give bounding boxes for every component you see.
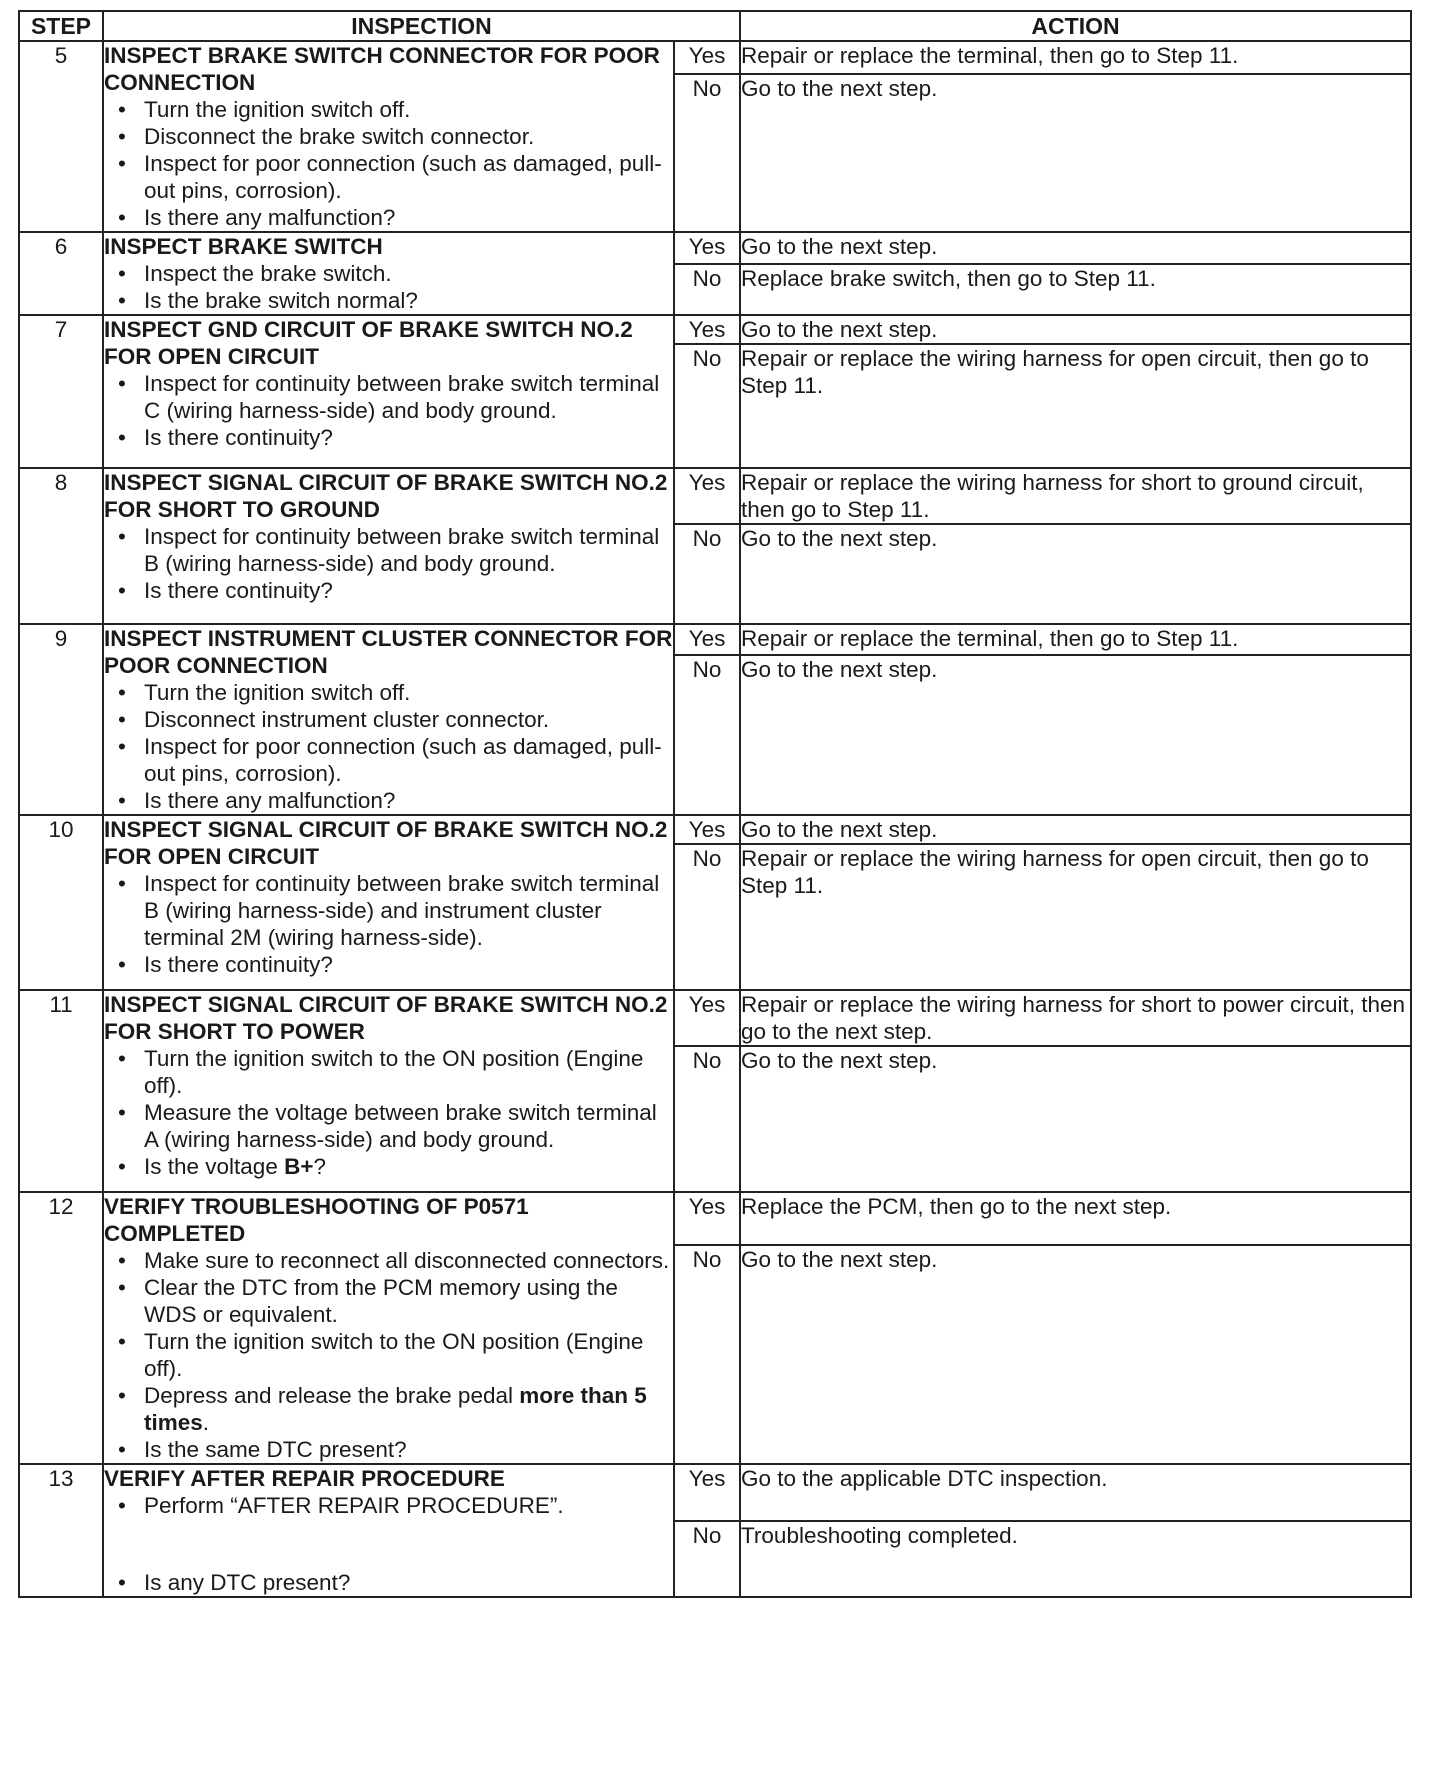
header-row <box>19 11 1411 41</box>
inspection-bullet: • Make sure to reconnect all disconnected connectors. <box>144 1247 673 1274</box>
inspection-bullet: • Turn the ignition switch to the ON position (Engine off). <box>144 1328 673 1382</box>
step-number: 9 <box>19 624 103 815</box>
step-number: 8 <box>19 468 103 624</box>
yes-label: Yes <box>674 315 740 344</box>
table-row <box>19 41 1411 74</box>
inspection-bullet: • Disconnect instrument cluster connector. <box>144 706 673 733</box>
no-action: Go to the next step. <box>740 74 1411 232</box>
inspection-bullets <box>104 523 673 604</box>
inspection-cell <box>103 624 674 815</box>
yes-label: Yes <box>674 41 740 74</box>
yes-label: Yes <box>674 468 740 524</box>
no-label: No <box>674 1521 740 1597</box>
inspection-title: INSPECT GND CIRCUIT OF BRAKE SWITCH NO.2 FOR OPEN CIRCUIT <box>104 317 633 369</box>
yes-action: Replace the PCM, then go to the next step. <box>740 1192 1411 1245</box>
inspection-bullets <box>104 1492 673 1596</box>
inspection-bullet: • Disconnect the brake switch connector. <box>144 123 673 150</box>
no-action: Replace brake switch, then go to Step 11. <box>740 264 1411 315</box>
inspection-bullet: • Is there any malfunction? <box>144 787 673 814</box>
yes-action: Repair or replace the terminal, then go to Step 11. <box>740 624 1411 655</box>
table-body <box>19 41 1411 1597</box>
yes-action: Repair or replace the wiring harness for short to ground circuit, then go to Step 11. <box>740 468 1411 524</box>
inspection-bullet: • Is the same DTC present? <box>144 1436 673 1463</box>
no-label: No <box>674 264 740 315</box>
inspection-cell <box>103 41 674 232</box>
table-row <box>19 990 1411 1046</box>
yes-action: Go to the next step. <box>740 315 1411 344</box>
yes-action: Repair or replace the terminal, then go to Step 11. <box>740 41 1411 74</box>
inspection-title: VERIFY AFTER REPAIR PROCEDURE <box>104 1466 505 1491</box>
no-action: Go to the next step. <box>740 655 1411 815</box>
step-number: 10 <box>19 815 103 990</box>
inspection-bullet: • Perform “AFTER REPAIR PROCEDURE”. <box>144 1492 673 1519</box>
table-row <box>19 624 1411 655</box>
yes-action: Go to the next step. <box>740 815 1411 844</box>
yes-label: Yes <box>674 815 740 844</box>
yes-action: Go to the applicable DTC inspection. <box>740 1464 1411 1521</box>
inspection-bullets <box>104 679 673 814</box>
inspection-bullet: • Turn the ignition switch to the ON position (Engine off). <box>144 1045 673 1099</box>
yes-action: Repair or replace the wiring harness for short to power circuit, then go to the next step. <box>740 990 1411 1046</box>
step-number: 13 <box>19 1464 103 1597</box>
troubleshooting-sheet <box>18 10 1410 1598</box>
no-action: Go to the next step. <box>740 1245 1411 1464</box>
inspection-bullet: • Inspect for continuity between brake switch terminal C (wiring harness-side) and body ground. <box>144 370 673 424</box>
inspection-bullet: • Inspect the brake switch. <box>144 260 673 287</box>
inspection-bullets <box>104 1247 673 1463</box>
no-label: No <box>674 74 740 232</box>
inspection-bullet: • Is there continuity? <box>144 951 673 978</box>
inspection-bullets <box>104 260 673 314</box>
inspection-bullet: • Inspect for continuity between brake switch terminal B (wiring harness-side) and instrument cluster terminal 2M (wiring harness-side). <box>144 870 673 951</box>
no-action: Repair or replace the wiring harness for open circuit, then go to Step 11. <box>740 844 1411 990</box>
inspection-bullet: • Turn the ignition switch off. <box>144 96 673 123</box>
inspection-title: INSPECT INSTRUMENT CLUSTER CONNECTOR FOR POOR CONNECTION <box>104 626 673 678</box>
table-row <box>19 1192 1411 1245</box>
yes-label: Yes <box>674 232 740 264</box>
inspection-cell <box>103 990 674 1192</box>
inspection-cell <box>103 468 674 624</box>
table-row <box>19 315 1411 344</box>
inspection-bullets <box>104 96 673 231</box>
inspection-bullets <box>104 370 673 451</box>
header-step: STEP <box>19 11 103 41</box>
inspection-cell <box>103 1464 674 1597</box>
inspection-title: VERIFY TROUBLESHOOTING OF P0571 COMPLETED <box>104 1194 529 1246</box>
inspection-bullet: • Is the brake switch normal? <box>144 287 673 314</box>
table-row <box>19 815 1411 844</box>
yes-label: Yes <box>674 1464 740 1521</box>
bold-emphasis: more than 5 times <box>144 1383 647 1435</box>
step-number: 5 <box>19 41 103 232</box>
yes-label: Yes <box>674 624 740 655</box>
inspection-bullet: • Inspect for poor connection (such as damaged, pull-out pins, corrosion). <box>144 733 673 787</box>
bullet-spacer <box>144 1519 673 1569</box>
inspection-bullet: • Is any DTC present? <box>144 1569 673 1596</box>
inspection-title: INSPECT BRAKE SWITCH <box>104 234 383 259</box>
inspection-bullet: • Is there any malfunction? <box>144 204 673 231</box>
header-action: ACTION <box>740 11 1411 41</box>
inspection-bullets <box>104 1045 673 1180</box>
inspection-cell <box>103 232 674 315</box>
no-label: No <box>674 1245 740 1464</box>
no-label: No <box>674 524 740 624</box>
header-inspection: INSPECTION <box>103 11 740 41</box>
inspection-title: INSPECT SIGNAL CIRCUIT OF BRAKE SWITCH NO.2 FOR SHORT TO GROUND <box>104 470 668 522</box>
inspection-title: INSPECT SIGNAL CIRCUIT OF BRAKE SWITCH NO.2 FOR SHORT TO POWER <box>104 992 668 1044</box>
step-number: 6 <box>19 232 103 315</box>
inspection-bullet: • Depress and release the brake pedal more than 5 times. <box>144 1382 673 1436</box>
inspection-bullets <box>104 870 673 978</box>
inspection-title: INSPECT SIGNAL CIRCUIT OF BRAKE SWITCH NO.2 FOR OPEN CIRCUIT <box>104 817 668 869</box>
inspection-bullet: • Turn the ignition switch off. <box>144 679 673 706</box>
yes-label: Yes <box>674 1192 740 1245</box>
no-action: Go to the next step. <box>740 524 1411 624</box>
inspection-bullet: • Inspect for poor connection (such as damaged, pull-out pins, corrosion). <box>144 150 673 204</box>
inspection-bullet: • Is there continuity? <box>144 577 673 604</box>
inspection-cell <box>103 315 674 468</box>
table-row <box>19 468 1411 524</box>
step-number: 11 <box>19 990 103 1192</box>
step-number: 12 <box>19 1192 103 1464</box>
inspection-bullet: • Is there continuity? <box>144 424 673 451</box>
yes-action: Go to the next step. <box>740 232 1411 264</box>
table-row <box>19 1464 1411 1521</box>
inspection-bullet: • Inspect for continuity between brake switch terminal B (wiring harness-side) and body ground. <box>144 523 673 577</box>
no-action: Repair or replace the wiring harness for open circuit, then go to Step 11. <box>740 344 1411 468</box>
yes-label: Yes <box>674 990 740 1046</box>
diagnostic-table <box>18 10 1412 1598</box>
no-label: No <box>674 844 740 990</box>
no-label: No <box>674 344 740 468</box>
inspection-cell <box>103 815 674 990</box>
table-row <box>19 232 1411 264</box>
bold-emphasis: B+ <box>284 1154 314 1179</box>
inspection-cell <box>103 1192 674 1464</box>
inspection-title: INSPECT BRAKE SWITCH CONNECTOR FOR POOR CONNECTION <box>104 43 660 95</box>
inspection-bullet: • Is the voltage B+? <box>144 1153 673 1180</box>
no-label: No <box>674 1046 740 1192</box>
no-label: No <box>674 655 740 815</box>
no-action: Go to the next step. <box>740 1046 1411 1192</box>
no-action: Troubleshooting completed. <box>740 1521 1411 1597</box>
step-number: 7 <box>19 315 103 468</box>
inspection-bullet: • Clear the DTC from the PCM memory using the WDS or equivalent. <box>144 1274 673 1328</box>
inspection-bullet: • Measure the voltage between brake switch terminal A (wiring harness-side) and body ground. <box>144 1099 673 1153</box>
